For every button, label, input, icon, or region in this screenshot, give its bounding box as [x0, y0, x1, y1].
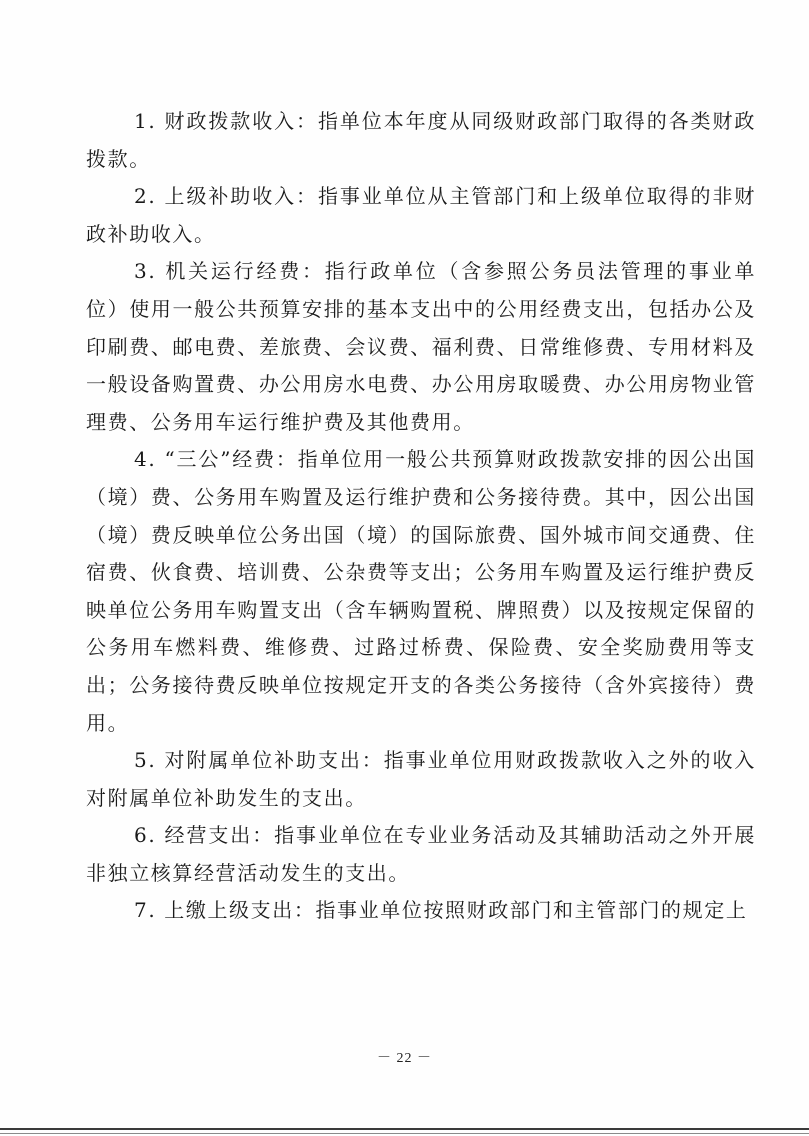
- document-body: [86, 103, 756, 930]
- paragraph-operating-expenditure: 6. 经营支出：指事业单位在专业业务活动及其辅助活动之外开展非独立核算经营活动发生的支出。: [86, 823, 756, 885]
- paragraph-three-public-expenses: 4. “三公”经费：指单位用一般公共预算财政拨款安排的因公出国（境）费、公务用车购置及运行维护费和公务接待费。其中，因公出国（境）费反映单位公务出国（境）的国际旅费、国外城市间交通费、住宿费、伙食费、培训费、公杂费等支出；公务用车购置及运行维护费反映单位公务用车购置支出（含车辆购置税、牌照费）以及按规定保留的公务用车燃料费、维修费、过路过桥费、保险费、安全奖励费用等支出；公务接待费反映单位按规定开支的各类公务接待（含外宾接待）费用。: [86, 447, 756, 735]
- scan-edge-line: [0, 1128, 809, 1130]
- page-number: － 22 －: [377, 1051, 432, 1066]
- paragraph-superior-subsidy-income: 2. 上级补助收入：指事业单位从主管部门和上级单位取得的非财政补助收入。: [86, 184, 756, 246]
- paragraph-remittance-to-superior: 7. 上缴上级支出：指事业单位按照财政部门和主管部门的规定上: [134, 898, 748, 923]
- scan-edge-line-thin: [0, 1133, 809, 1134]
- paragraph-fiscal-appropriation-income: 1. 财政拨款收入：指单位本年度从同级财政部门取得的各类财政拨款。: [86, 109, 756, 171]
- paragraph-subsidiary-unit-subsidy: 5. 对附属单位补助支出：指事业单位用财政拨款收入之外的收入对附属单位补助发生的支出。: [86, 748, 756, 810]
- paragraph-agency-operating-expenses: 3. 机关运行经费：指行政单位（含参照公务员法管理的事业单位）使用一般公共预算安排的基本支出中的公用经费支出，包括办公及印刷费、邮电费、差旅费、会议费、福利费、日常维修费、专用材料及一般设备购置费、办公用房水电费、办公用房取暖费、办公用房物业管理费、公务用车运行维护费及其他费用。: [86, 259, 756, 434]
